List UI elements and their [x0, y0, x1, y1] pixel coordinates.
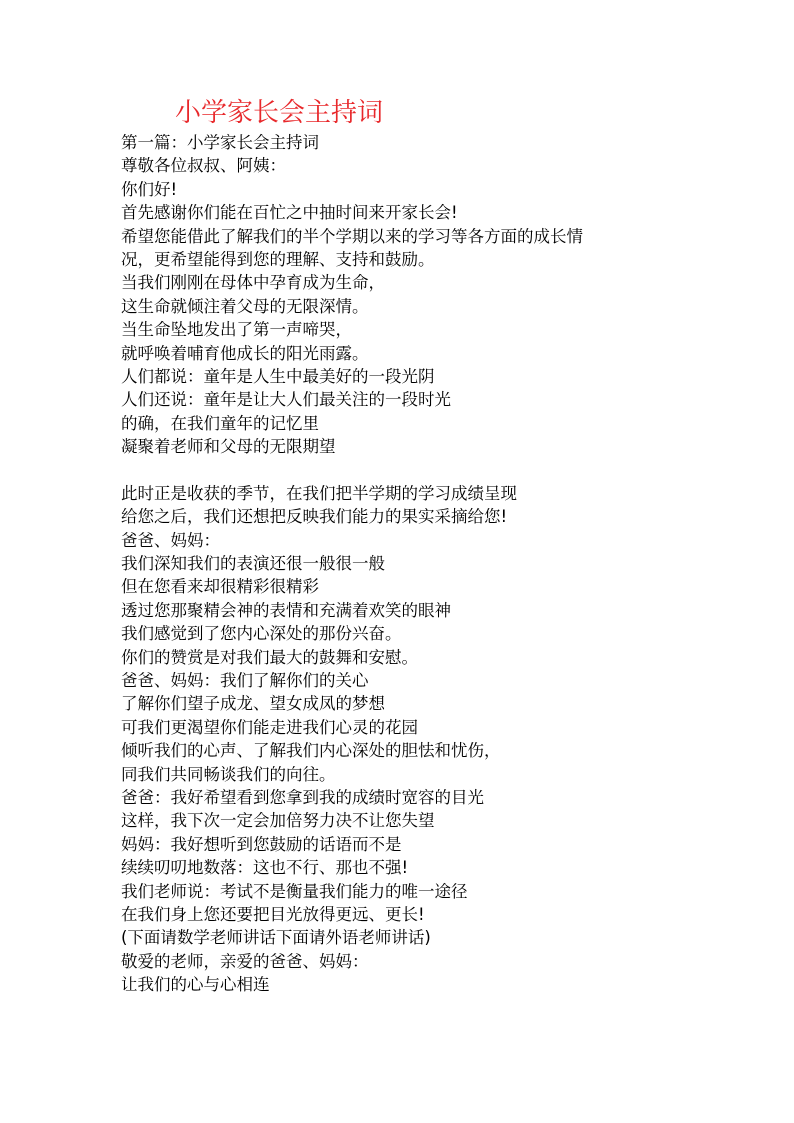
text-line: 这生命就倾注着父母的无限深情。: [121, 296, 369, 316]
text-line: 让我们的心与心相连: [121, 975, 270, 995]
text-line: 在我们身上您还要把目光放得更远、更长!: [121, 904, 425, 924]
text-line: 敬爱的老师，亲爱的爸爸、妈妈：: [121, 951, 369, 971]
text-line: 第一篇：小学家长会主持词: [121, 133, 319, 152]
text-line: 人们还说：童年是让大人们最关注的一段时光: [121, 390, 451, 410]
text-line: 首先感谢你们能在百忙之中抽时间来开家长会!: [121, 203, 458, 223]
text-line: 当生命坠地发出了第一声啼哭，: [121, 320, 352, 340]
text-line: 你们好!: [121, 179, 178, 199]
paragraph-gap: [121, 458, 721, 481]
text-line: 你们的赞赏是对我们最大的鼓舞和安慰。: [121, 647, 418, 667]
text-line: 人们都说：童年是人生中最美好的一段光阴: [121, 366, 435, 386]
text-line: 给您之后，我们还想把反映我们能力的果实采摘给您!: [121, 507, 508, 527]
text-line: 此时正是收获的季节，在我们把半学期的学习成绩呈现: [121, 483, 517, 503]
text-line: 可我们更渴望你们能走进我们心灵的花园: [121, 717, 418, 737]
text-line: 凝聚着老师和父母的无限期望: [121, 437, 336, 457]
text-line: 妈妈：我好想听到您鼓励的话语而不是: [121, 834, 402, 854]
text-line: 这样，我下次一定会加倍努力决不让您失望: [121, 811, 435, 831]
text-line: 爸爸、妈妈：: [121, 530, 220, 550]
text-line: 爸爸：我好希望看到您拿到我的成绩时宽容的目光: [121, 787, 484, 807]
text-line: 当我们刚刚在母体中孕育成为生命，: [121, 273, 385, 293]
text-line: 希望您能借此了解我们的半个学期以来的学习等各方面的成长情: [121, 226, 583, 246]
document-title: 小学家长会主持词: [175, 98, 384, 128]
text-line: 就呼唤着哺育他成长的阳光雨露。: [121, 343, 369, 363]
text-line: 透过您那聚精会神的表情和充满着欢笑的眼神: [121, 600, 451, 620]
document-body: [121, 131, 721, 996]
text-line: 况，更希望能得到您的理解、支持和鼓励。: [121, 249, 435, 269]
text-line: 尊敬各位叔叔、阿姨：: [121, 156, 286, 176]
text-line: 了解你们望子成龙、望女成凤的梦想: [121, 694, 385, 714]
text-line: 但在您看来却很精彩很精彩: [121, 577, 319, 597]
text-line: 爸爸、妈妈：我们了解你们的关心: [121, 670, 369, 690]
text-line: 我们感觉到了您内心深处的那份兴奋。: [121, 624, 402, 644]
text-line: 我们深知我们的表演还很一般很一般: [121, 554, 385, 574]
text-line: 续续叨叨地数落：这也不行、那也不强!: [121, 858, 409, 878]
text-line: (下面请数学老师讲话下面请外语老师讲话): [121, 928, 431, 948]
text-line: 倾听我们的心声、了解我们内心深处的胆怯和忧伤，: [121, 741, 501, 761]
text-line: 我们老师说：考试不是衡量我们能力的唯一途径: [121, 881, 468, 901]
text-line: 同我们共同畅谈我们的向往。: [121, 764, 336, 784]
text-line: 的确，在我们童年的记忆里: [121, 413, 319, 433]
